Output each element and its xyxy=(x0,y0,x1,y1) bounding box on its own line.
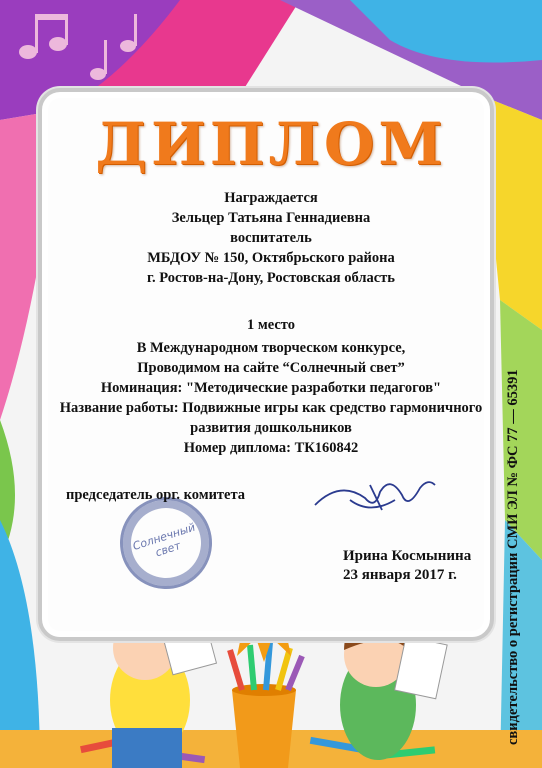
work-title-line-2: развития дошкольников xyxy=(190,420,352,436)
awarded-label: Награждается xyxy=(224,190,318,206)
signature-name: Ирина Космынина xyxy=(343,548,472,564)
signature-label: председатель орг. комитета xyxy=(66,487,246,503)
work-title-line-1: Название работы: Подвижные игры как средство гармоничного xyxy=(59,400,483,416)
diploma-number: Номер диплома: ТК160842 xyxy=(183,440,359,456)
signature-date: 23 января 2017 г. xyxy=(343,567,457,583)
registration-text: свидетельство о регистрации СМИ ЭЛ № ФС 77 — 65391 xyxy=(505,369,521,745)
place: 1 место xyxy=(247,317,295,333)
recipient-position: воспитатель xyxy=(230,230,312,246)
signature-scribble xyxy=(310,470,440,520)
nomination: Номинация: "Методические разработки педагогов" xyxy=(100,380,442,396)
diploma-title: ДИПЛОМ xyxy=(95,110,447,178)
recipient-name: Зельцер Татьяна Геннадиевна xyxy=(171,210,371,226)
contest-line-1: В Международном творческом конкурсе, xyxy=(136,340,406,356)
stamp-text: Солнечный свет xyxy=(131,520,197,560)
institution: МБДОУ № 150, Октябрьского района xyxy=(147,250,395,266)
contest-line-2: Проводимом на сайте “Солнечный свет” xyxy=(137,360,405,376)
location: г. Ростов-на-Дону, Ростовская область xyxy=(147,270,395,286)
